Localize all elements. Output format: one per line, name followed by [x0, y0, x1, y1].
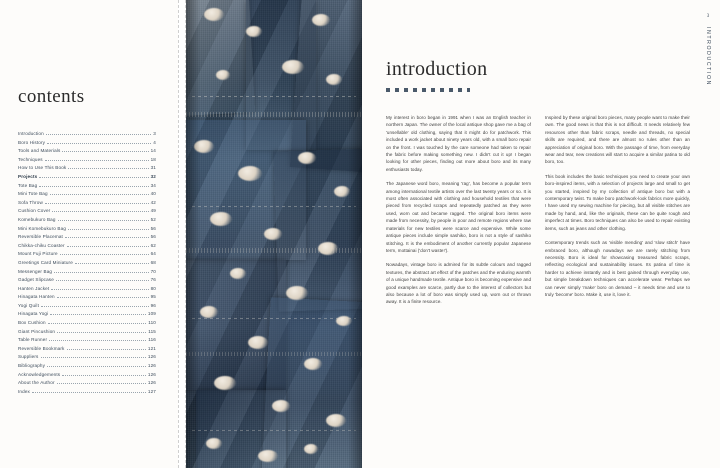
toc-entry-page: 34	[150, 182, 156, 188]
toc-entry-label: Hanten Jacket	[18, 285, 50, 291]
toc-entry[interactable]	[18, 242, 156, 251]
photo-shibori-dot	[210, 212, 232, 226]
toc-entry-label: Yogi Quilt	[18, 302, 39, 308]
body-column	[386, 114, 531, 313]
toc-leader-dots	[41, 353, 146, 358]
page-gutter	[178, 0, 186, 468]
toc-leader-dots	[39, 173, 148, 178]
toc-leader-dots	[52, 207, 148, 212]
photo-shibori-dot	[286, 286, 308, 300]
toc-entry[interactable]	[18, 173, 156, 182]
toc-entry-page: 127	[147, 388, 156, 394]
photo-stitch-row	[192, 96, 356, 97]
toc-entry[interactable]	[18, 379, 156, 388]
toc-entry-page: 121	[147, 345, 156, 351]
body-paragraph: Nowadays, vintage boro is admired for its subtle colours and ragged textures, the abstract art effect of the patches and the enduring warmth of a unique handmade textile. Antique boro is becoming expensive and good examples are scarce, partly due to the interest of collectors but also because a lot of boro was simply used up, worn out or thrown away. It is a finite resource.	[386, 262, 531, 305]
toc-entry[interactable]	[18, 225, 156, 234]
toc-entry[interactable]	[18, 353, 156, 362]
photo-shibori-dot	[312, 14, 330, 26]
toc-entry-label: Hinagata Hanten	[18, 294, 55, 300]
toc-entry-page: 116	[148, 337, 156, 343]
toc-entry-page: 64	[150, 251, 156, 257]
toc-entry-page: 49	[150, 208, 156, 214]
toc-entry[interactable]	[18, 302, 156, 311]
toc-leader-dots	[68, 164, 148, 169]
photo-shibori-dot	[282, 60, 304, 74]
toc-leader-dots	[68, 225, 149, 230]
photo-shibori-dot	[298, 152, 316, 164]
toc-entry-page: 126	[147, 371, 156, 377]
photo-shibori-dot	[304, 444, 318, 454]
toc-entry-page: 109	[147, 311, 156, 317]
toc-entry-label: Reversible Bookmark	[18, 345, 65, 351]
toc-entry-page: 56	[150, 225, 156, 231]
toc-entry-page: 95	[150, 294, 156, 300]
body-paragraph: Contemporary trends such as 'visible mending' and 'slow stitch' have embraced boro, although nowadays we are rarely stitching from necessity. Boro is ideal for showcasing treasured fabric scraps, reflecting ecological and sustainability issues. Its patina of time is harder to achieve instantly and is best gained through everyday use, but simple breakdown techniques can accelerate wear. Perhaps we can never simply 'make' boro on demand – it needs time and use to truly 'become' boro. Make it, use it, love it.	[545, 240, 690, 297]
body-paragraph: My interest in boro began in 1991 when I was an English teacher in northern Japan. The owner of the local antique shop gave me a bag of 'unsellable' old clothing, saying that it might do for patchwork. This included a work jacket about ninety years old, with a small boro repair on the front. I was touched by the care someone had taken to repair the fabric before making something new. I didn't cut it up! I began looking for other pieces, finding out more about boro and its many enthusiasts today.	[386, 115, 531, 172]
toc-entry-page: 4	[153, 139, 156, 145]
toc-entry[interactable]	[18, 216, 156, 225]
photo-shibori-dot	[326, 74, 342, 85]
toc-entry[interactable]	[18, 233, 156, 242]
photo-shadow-right	[348, 0, 362, 468]
photo-shibori-dot	[326, 414, 346, 427]
photo-shibori-dot	[318, 242, 338, 255]
toc-entry[interactable]	[18, 285, 156, 294]
toc-entry-label: Index	[18, 388, 30, 394]
toc-entry-label: Projects	[18, 173, 38, 179]
body-column	[545, 114, 690, 313]
toc-entry-page: 3	[153, 131, 156, 136]
toc-entry-label: Suppliers	[18, 354, 39, 360]
contents-page	[0, 0, 178, 468]
toc-entry[interactable]	[18, 293, 156, 302]
toc-entry-page: 40	[150, 191, 156, 197]
toc-leader-dots	[39, 182, 148, 187]
toc-entry-page: 52	[150, 216, 156, 222]
toc-entry[interactable]	[18, 156, 156, 165]
toc-entry[interactable]	[18, 250, 156, 259]
photo-shibori-dot	[230, 268, 246, 279]
toc-leader-dots	[56, 276, 149, 281]
toc-entry-label: Tote Bag	[18, 182, 38, 188]
toc-entry[interactable]	[18, 268, 156, 277]
toc-entry-label: Chikka-chiku Coaster	[18, 242, 65, 248]
photo-shibori-dot	[248, 336, 268, 349]
toc-entry[interactable]	[18, 207, 156, 216]
toc-entry[interactable]	[18, 139, 156, 148]
photo-stitch-row	[192, 206, 356, 207]
toc-leader-dots	[45, 199, 149, 204]
toc-leader-dots	[54, 268, 148, 273]
toc-entry-label: Sofa Throw	[18, 199, 43, 205]
toc-entry-page: 18	[150, 156, 156, 162]
toc-leader-dots	[49, 336, 146, 341]
toc-entry[interactable]	[18, 328, 156, 337]
photo-shibori-dot	[200, 306, 218, 318]
toc-entry[interactable]	[18, 130, 156, 139]
toc-leader-dots	[57, 293, 149, 298]
toc-entry[interactable]	[18, 336, 156, 345]
toc-entry-label: Hinagata Yogi	[18, 311, 49, 317]
photo-shibori-dot	[204, 8, 224, 21]
toc-entry-label: Messenger Bag	[18, 268, 53, 274]
toc-entry-label: Tools and Materials	[18, 148, 61, 154]
toc-leader-dots	[45, 156, 149, 161]
photo-shibori-dot	[272, 400, 290, 412]
photo-shibori-dot	[206, 438, 222, 449]
toc-entry-page: 110	[148, 320, 156, 326]
toc-entry[interactable]	[18, 388, 156, 397]
toc-leader-dots	[47, 362, 146, 367]
toc-entry-label: Komebukuro Bag	[18, 216, 56, 222]
toc-entry-page: 32	[150, 173, 156, 179]
toc-entry[interactable]	[18, 276, 156, 285]
toc-entry-label: Techniques	[18, 156, 43, 162]
toc-entry-label: About the Author	[18, 380, 55, 386]
photo-shibori-dot	[214, 376, 236, 390]
toc-leader-dots	[67, 345, 146, 350]
toc-entry[interactable]	[18, 319, 156, 328]
toc-entry[interactable]	[18, 371, 156, 380]
introduction-page	[362, 0, 720, 468]
body-paragraph: The Japanese word boro, meaning 'rag', has become a popular term among international textile artists over the last twenty years or so. It is most often associated with clothing and household textiles that were pieced from recycled scraps and repeatedly patched as they were used, worn out and became ragged. The original boro items were made from necessity, by people in poor and remote regions where raw materials for new textiles were scarce and expensive. While some antique pieces include simple sashiko, boro is not a style of sashiko stitching. It is the embodiment of another currently popular Japanese term, mottainai ('don't waste!').	[386, 181, 531, 253]
table-of-contents	[18, 130, 156, 396]
toc-entry-label: Greetings Card Miniature	[18, 259, 73, 265]
toc-entry[interactable]	[18, 345, 156, 354]
photo-stitch-row	[192, 318, 356, 319]
toc-entry-label: Reversible Placemat	[18, 234, 63, 240]
toc-leader-dots	[32, 388, 146, 393]
toc-entry-label: Cushion Cover	[18, 208, 51, 214]
toc-entry[interactable]	[18, 190, 156, 199]
photo-shibori-dot	[246, 26, 262, 37]
page-number: 3	[706, 14, 710, 19]
toc-leader-dots	[50, 310, 146, 315]
toc-leader-dots	[62, 371, 146, 376]
photo-shadow-left	[186, 0, 200, 468]
toc-entry-label: Gadget Slipcase	[18, 277, 54, 283]
toc-leader-dots	[41, 302, 149, 307]
toc-entry[interactable]	[18, 310, 156, 319]
photo-shibori-dot	[304, 358, 322, 370]
toc-entry-page: 68	[150, 259, 156, 265]
toc-leader-dots	[75, 259, 149, 264]
toc-entry-label: Boro History	[18, 139, 46, 145]
toc-entry-page: 31	[150, 165, 156, 171]
toc-entry-page: 96	[150, 302, 156, 308]
body-paragraph: This book includes the basic techniques you need to create your own boro-inspired items, with a selection of projects large and small to get you started, inspired by my collection of antique boro but with a contemporary twist. To make boro patchwork-look fabrics more quickly, I have used my sewing machine for piecing, but all visible stitches are made by hand, and, like the originals, these can be quite rough and imperfect at times. Boro techniques can also be used to repair existing items, such as jeans and other clothing.	[545, 173, 690, 231]
toc-leader-dots	[46, 130, 151, 135]
photo-frayed-edge	[186, 352, 362, 356]
photo-shibori-dot	[258, 450, 278, 462]
toc-leader-dots	[57, 379, 146, 384]
toc-entry-label: Box Cushion	[18, 320, 46, 326]
body-paragraph: Inspired by these original boro pieces, many people want to make their own. The good news is that this is not difficult. It needs relatively few resources other than fabric scraps, needle and threads, no special skills are required, and there are almost no rules other than an appreciation of original boro. With the passage of time, from everyday wear and tear, new creations will start to acquire a similar patina to old boro, too.	[545, 115, 690, 165]
toc-entry-page: 126	[147, 380, 156, 386]
photo-shibori-dot	[238, 166, 262, 181]
photo-shibori-dot	[216, 70, 230, 80]
toc-entry[interactable]	[18, 199, 156, 208]
toc-leader-dots	[65, 233, 149, 238]
toc-entry-page: 76	[150, 277, 156, 283]
toc-entry-label: Acknowledgements	[18, 371, 61, 377]
toc-entry-page: 14	[150, 148, 156, 154]
toc-entry-label: Mini Tote Bag	[18, 191, 48, 197]
toc-entry-page: 70	[150, 268, 156, 274]
toc-entry[interactable]	[18, 182, 156, 191]
toc-entry-label: How to Use This Book	[18, 165, 67, 171]
toc-leader-dots	[51, 285, 148, 290]
page-title: introduction	[386, 58, 488, 80]
toc-entry-page: 126	[147, 354, 156, 360]
photo-frayed-edge	[186, 112, 362, 117]
toc-leader-dots	[58, 216, 149, 221]
toc-entry[interactable]	[18, 259, 156, 268]
title-rule	[386, 88, 470, 92]
toc-leader-dots	[67, 242, 149, 247]
toc-entry-label: Mount Fuji Picture	[18, 251, 58, 257]
toc-entry[interactable]	[18, 164, 156, 173]
toc-leader-dots	[60, 250, 149, 255]
photo-stitch-row	[192, 430, 356, 431]
toc-entry-label: Bibliography	[18, 363, 46, 369]
toc-leader-dots	[47, 139, 151, 144]
toc-entry-page: 42	[150, 199, 156, 205]
body-columns	[386, 114, 690, 313]
toc-entry[interactable]	[18, 362, 156, 371]
photo-shibori-dot	[264, 228, 282, 240]
toc-leader-dots	[62, 147, 148, 152]
boro-textile-photograph	[186, 0, 362, 468]
toc-entry-label: Introduction	[18, 131, 44, 136]
side-tab-label: INTRODUCTION	[705, 27, 711, 86]
page-title: contents	[18, 86, 85, 107]
toc-entry-label: Mini Komebukuro Bag	[18, 225, 67, 231]
toc-leader-dots	[57, 328, 146, 333]
toc-entry-page: 62	[150, 242, 156, 248]
toc-leader-dots	[48, 319, 147, 324]
toc-entry-page: 80	[150, 285, 156, 291]
toc-entry[interactable]	[18, 147, 156, 156]
toc-leader-dots	[50, 190, 149, 195]
toc-entry-page: 56	[150, 234, 156, 240]
toc-entry-page: 126	[147, 363, 156, 369]
toc-entry-label: Giant Pincushion	[18, 328, 56, 334]
side-tab	[701, 14, 715, 134]
toc-entry-label: Table Runner	[18, 337, 48, 343]
toc-entry-page: 115	[148, 328, 156, 334]
